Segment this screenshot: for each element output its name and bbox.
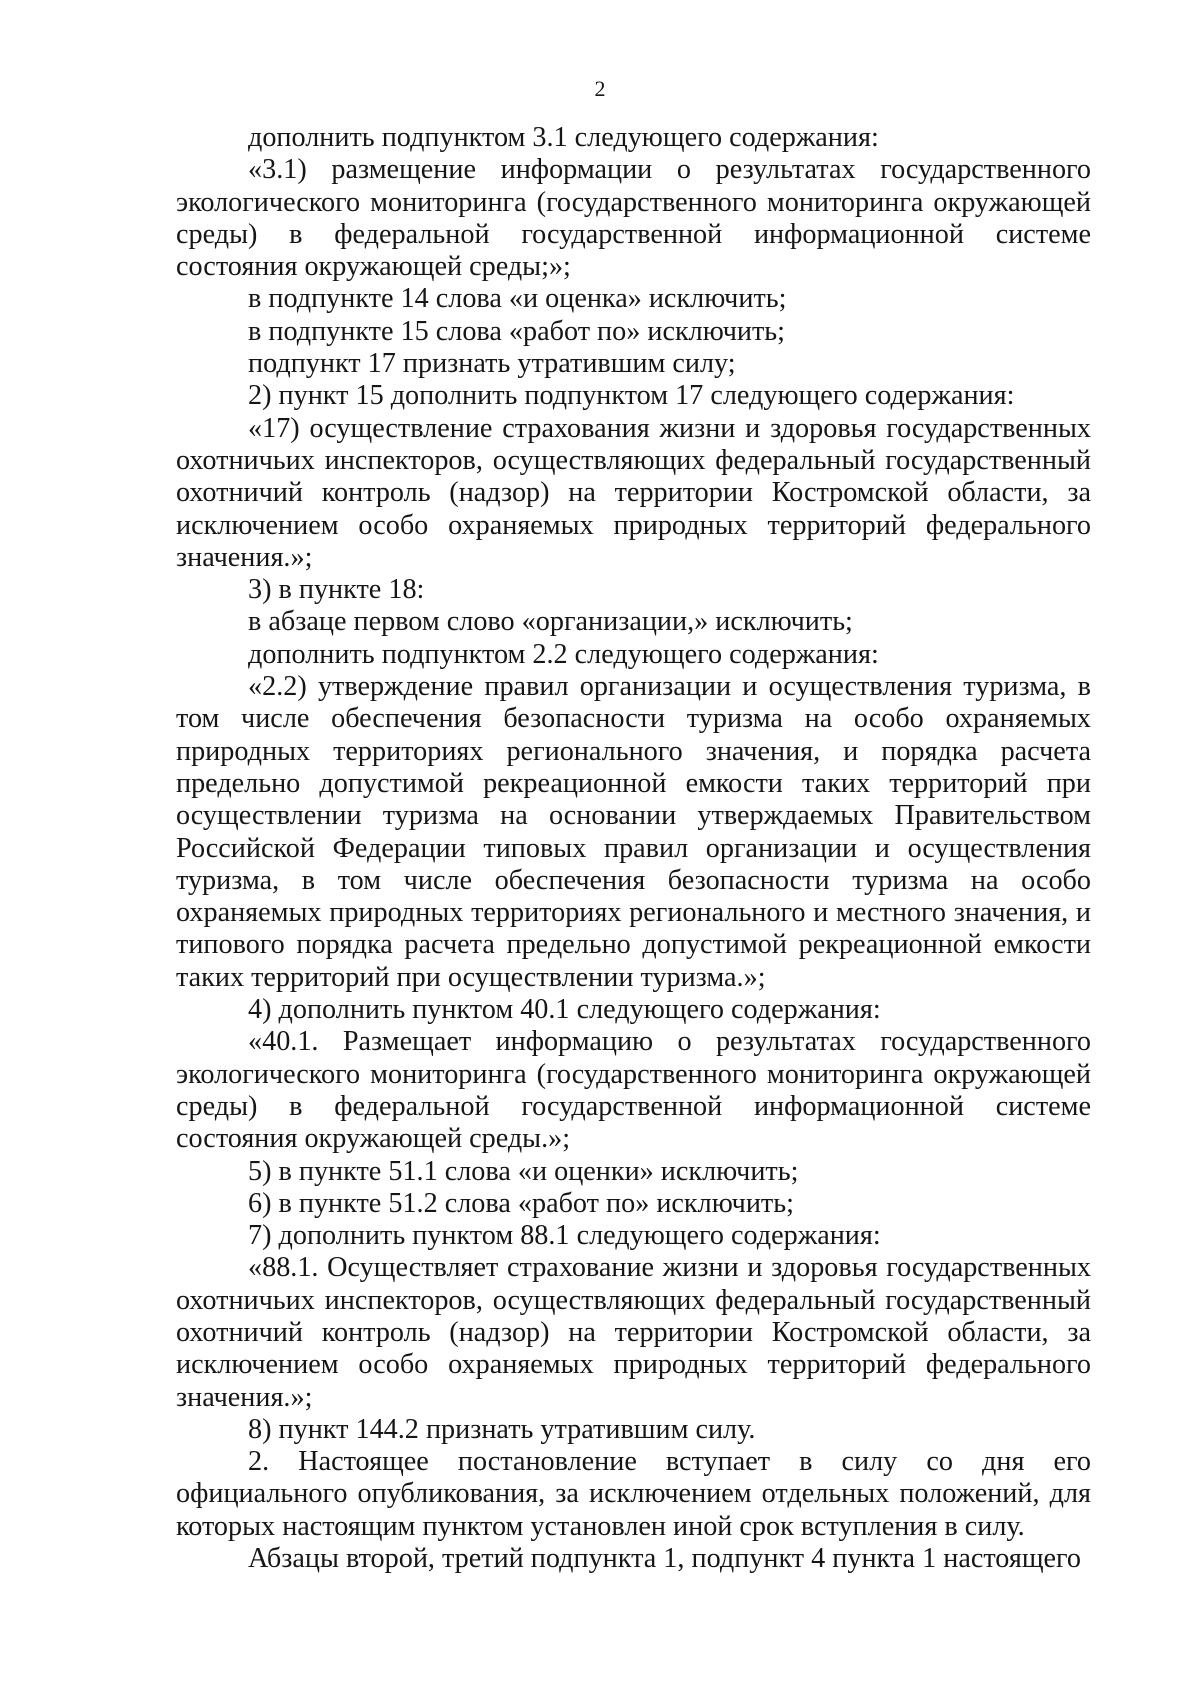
paragraph: 8) пункт 144.2 признать утратившим силу. — [248, 1413, 756, 1445]
paragraph: Абзацы второй, третий подпункта 1, подпункт 4 пункта 1 настоящего — [248, 1543, 1081, 1575]
paragraph: «17) осуществление страхования жизни и здоровья государственных охотничьих инспекторов, осуществляющих федеральный государственный охотничий контроль (надзор) на территории Костромской области, за исключением особо охраняемых природных территорий федерального значения.»; — [176, 412, 1091, 573]
paragraph: в подпункте 15 слова «работ по» исключить; — [248, 315, 785, 347]
page-number: 2 — [594, 76, 606, 101]
paragraph: «40.1. Размещает информацию о результатах государственного экологического мониторинга (государственного мониторинга окружающей среды) в федеральной государственной информационной системе состояния окружающей среды.»; — [176, 1026, 1091, 1155]
paragraph: «88.1. Осуществляет страхование жизни и здоровья государственных охотничьих инспекторов, осуществляющих федеральный государственный охотничий контроль (надзор) на территории Костромской области, за исключением особо охраняемых природных территорий федерального значения.»; — [176, 1252, 1091, 1413]
paragraph: подпункт 17 признать утратившим силу; — [248, 348, 736, 380]
paragraph: дополнить подпунктом 3.1 следующего содержания: — [248, 122, 879, 153]
paragraph: «3.1) размещение информации о результатах государственного экологического мониторинга (государственного мониторинга окружающей среды) в федеральной государственной информационной системе состояния окружающей среды;»; — [176, 154, 1091, 283]
paragraph: в абзаце первом слово «организации,» исключить; — [248, 606, 853, 638]
paragraph: 6) в пункте 51.2 слова «работ по» исключить; — [248, 1187, 794, 1219]
paragraph: «2.2) утверждение правил организации и осуществления туризма, в том числе обеспечения безопасности туризма на особо охраняемых природных территориях регионального значения, и порядка расчета предельно допустимой рекреационной емкости таких территорий при осуществлении туризма на основании утверждаемых Правительством Российской Федерации типовых правил организации и осуществления туризма, в том числе обеспечения безопасности туризма на особо охраняемых природных территориях регионального и местного значения, и типового порядка расчета предельно допустимой рекреационной емкости таких территорий при осуществлении туризма.»; — [176, 671, 1091, 993]
paragraph: 4) дополнить пунктом 40.1 следующего содержания: — [248, 994, 881, 1026]
paragraph: дополнить подпунктом 2.2 следующего содержания: — [248, 638, 879, 670]
document-body — [176, 122, 1091, 1575]
paragraph: 7) дополнить пунктом 88.1 следующего содержания: — [248, 1220, 881, 1252]
paragraph: 2) пункт 15 дополнить подпунктом 17 следующего содержания: — [248, 380, 1015, 412]
paragraph: 5) в пункте 51.1 слова «и оценки» исключить; — [248, 1155, 799, 1187]
paragraph: 3) в пункте 18: — [248, 574, 425, 606]
paragraph: в подпункте 14 слова «и оценка» исключить; — [248, 283, 787, 315]
paragraph: 2. Настоящее постановление вступает в силу со дня его официального опубликования, за исключением отдельных положений, для которых настоящим пунктом установлен иной срок вступления в силу. — [176, 1446, 1091, 1542]
